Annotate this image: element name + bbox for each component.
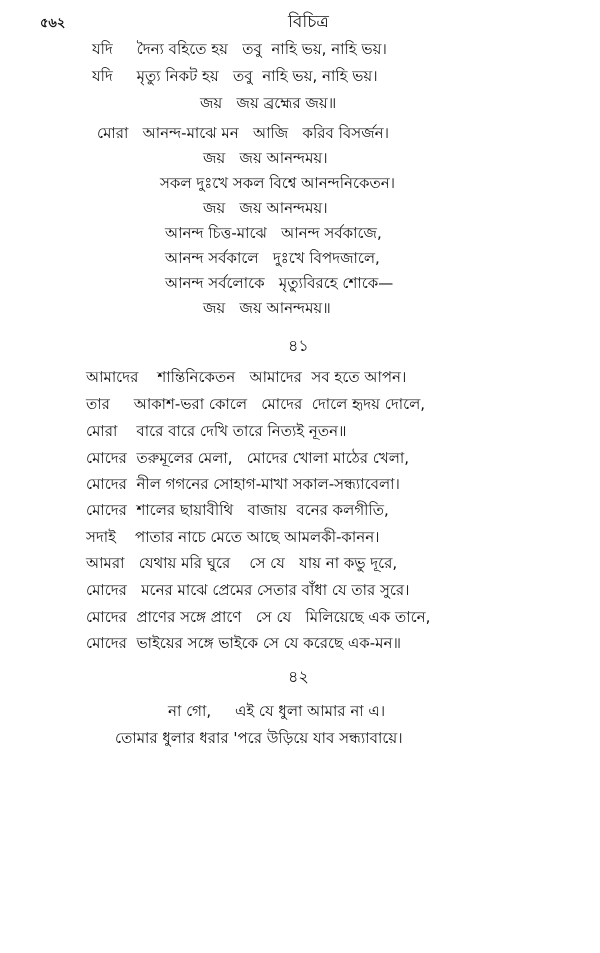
verse-line: সকল দুঃখে সকল বিশ্বে আনন্দনিকেতন। bbox=[160, 174, 396, 192]
verse-line: আমরা যেথায় মরি ঘুরে সে যে যায় না কভু দূরে, bbox=[86, 554, 398, 572]
verse-line: মোদের নীল গগনের সোহাগ-মাখা সকাল-সন্ধ্যাবেলা। bbox=[86, 475, 400, 493]
verse-line: মোরা আনন্দ-মাঝে মন আজি করিব বিসর্জন। bbox=[97, 124, 389, 142]
song-number: ৪২ bbox=[288, 667, 309, 686]
verse-line: মোদের শালের ছায়াবীথি বাজায় বনের কলগীতি, bbox=[86, 501, 389, 519]
verse-line: মোদের মনের মাঝে প্রেমের সেতার বাঁধা যে তার সুরে। bbox=[86, 581, 410, 599]
page-number: ৫৬২ bbox=[40, 16, 66, 31]
verse-line: সদাই পাতার নাচে মেতে আছে আমলকী-কানন। bbox=[86, 528, 380, 546]
verse-line: মোদের তরুমূলের মেলা, মোদের খোলা মাঠের খেলা, bbox=[86, 449, 410, 467]
refrain-line: জয় জয় আনন্দময়। bbox=[203, 149, 328, 167]
verse-line: যদি দৈন্য বহিতে হয় তবু নাহি ভয়, নাহি ভয়। bbox=[92, 40, 387, 58]
verse-line: তোমার ধুলার ধরার 'পরে উড়িয়ে যাব সন্ধ্যাবায়ে। bbox=[115, 729, 403, 747]
song-number: ৪১ bbox=[288, 336, 309, 355]
verse-line: আনন্দ সর্বলোকে মৃত্যুবিরহে শোকে— bbox=[165, 274, 394, 292]
verse-line: আনন্দ সর্বকালে দুঃখে বিপদজালে, bbox=[165, 249, 380, 267]
verse-line: মোরা বারে বারে দেখি তারে নিত্যই নূতন॥ bbox=[86, 422, 347, 440]
running-title: বিচিত্র bbox=[288, 12, 329, 32]
verse-line: মোদের প্রাণের সঙ্গে প্রাণে সে যে মিলিয়েছে এক তানে, bbox=[86, 608, 431, 626]
verse-line: না গো, এই যে ধুলা আমার না এ। bbox=[168, 702, 386, 720]
verse-line: তার আকাশ-ভরা কোলে মোদের দোলে হৃদয় দোলে, bbox=[86, 395, 426, 413]
refrain-line: জয় জয় ব্রহ্মের জয়॥ bbox=[200, 94, 337, 112]
refrain-line: জয় জয় আনন্দময়॥ bbox=[203, 299, 331, 317]
refrain-line: জয় জয় আনন্দময়। bbox=[203, 199, 328, 217]
verse-line: যদি মৃত্যু নিকট হয় তবু নাহি ভয়, নাহি ভয়। bbox=[92, 67, 378, 85]
verse-line: মোদের ভাইয়ের সঙ্গে ভাইকে সে যে করেছে এক-মন॥ bbox=[86, 634, 401, 652]
verse-line: আনন্দ চিত্ত-মাঝে আনন্দ সর্বকাজে, bbox=[165, 224, 382, 242]
verse-line: আমাদের শান্তিনিকেতন আমাদের সব হতে আপন। bbox=[86, 368, 407, 386]
